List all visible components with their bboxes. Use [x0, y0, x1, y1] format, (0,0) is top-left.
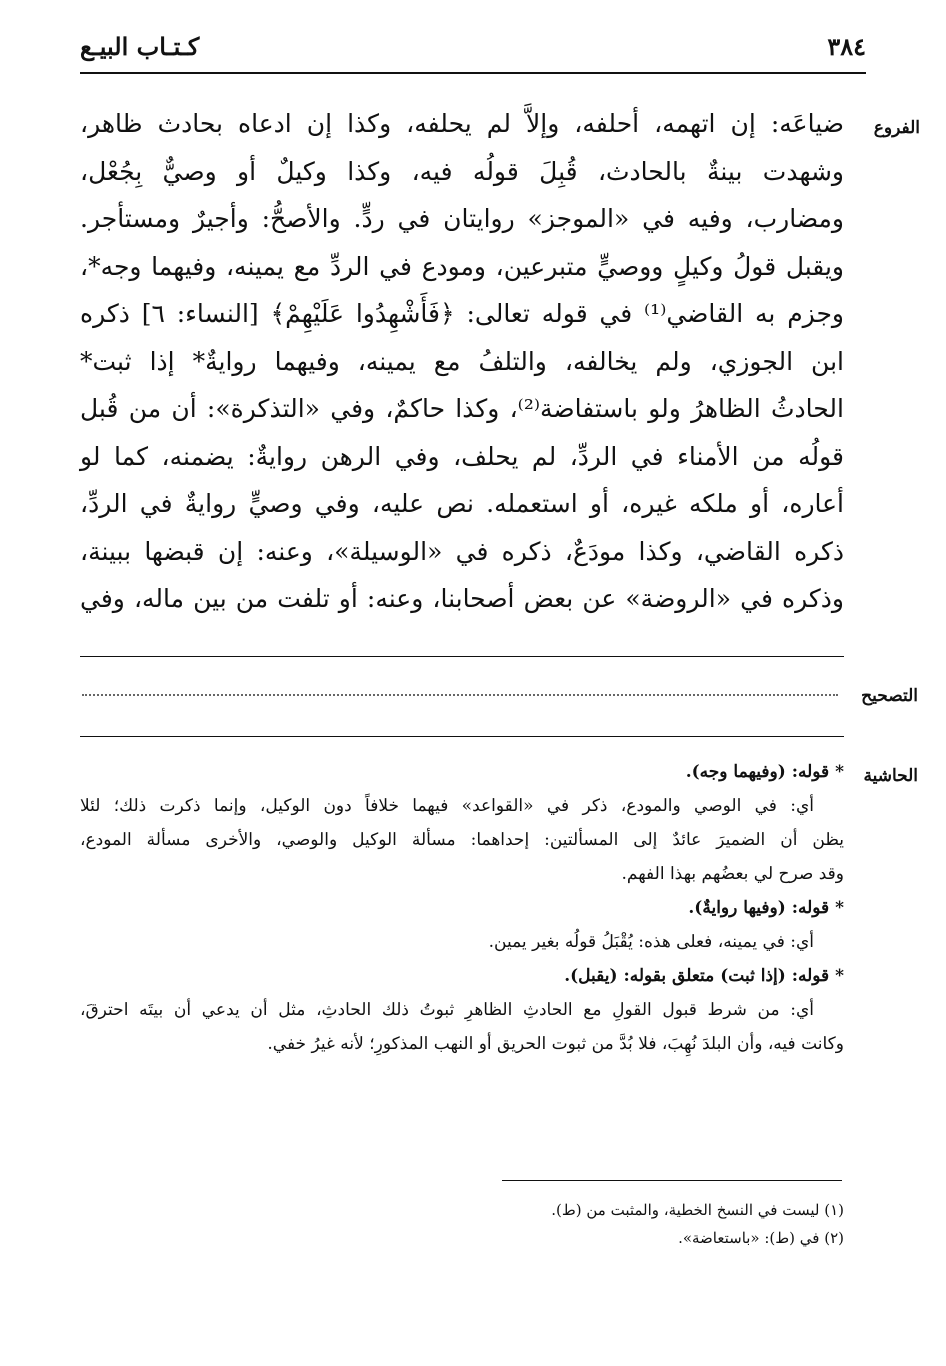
hashiya-heading: * قوله: (إذا ثبت) متعلق بقوله: (يقبل).: [564, 966, 844, 986]
hashiya-section: [80, 755, 844, 1061]
footnote-rule: [502, 1180, 842, 1181]
main-text-rule: [80, 656, 844, 657]
main-text-line: وذكره في «الروضة» عن بعض أصحابنا، وعنه: أو تلفت من بين ماله، وفي: [80, 584, 844, 613]
hashiya-line: يظن أن الضميرَ عائدٌ إلى المسألتين: إحداهما: مسألة الوكيل والوصي، والأخرى مسألة المودع،: [80, 830, 844, 850]
footnote: (٢) في (ط): «باستعاضة».: [678, 1229, 844, 1247]
main-text-line: قولُه من الأمناء في الردِّ، لم يحلف، وفي الرهن روايةٌ: يضمنه، كما لو: [80, 441, 844, 471]
label-furu: الفروع: [873, 118, 920, 138]
main-text-line: وجزم به القاضي⁽¹⁾ في قوله تعالى: ﴿فَأَشْهِدُوا عَلَيْهِمْ﴾ [النساء: ٦] ذكره: [80, 299, 844, 328]
main-text-line: أعاره، أو ملكه غيره، أو استعمله. نص عليه، وفي وصيٍّ روايةٌ في الردِّ،: [80, 489, 844, 518]
main-text: [80, 100, 844, 623]
footnote: (١) ليست في النسخ الخطية، والمثبت من (ط).: [551, 1201, 844, 1219]
hashiya-line: أي: في الوصي والمودع، ذكر في «القواعد» فيهما خلافاً دون الوكيل، وإنما ذكرت ذلك؛ لئلا: [80, 796, 814, 816]
footnotes: [80, 1196, 844, 1252]
label-hashiya: الحاشية: [863, 766, 918, 786]
page-number: ٣٨٤: [827, 32, 866, 61]
main-text-line: ضياعَه: إن اتهمه، أحلفه، وإلاَّ لم يحلفه، وكذا إن ادعاه بحادث ظاهر،: [80, 109, 844, 138]
tashih-rule: [80, 736, 844, 737]
header-rule: [80, 72, 866, 74]
hashiya-line: أي: من شرط قبول القولِ مع الحادثِ الظاهرِ ثبوتُ ذلك الحادثِ، مثل أن يدعي أن بيتَه احترقَ،: [80, 1000, 814, 1020]
page-header: [80, 30, 866, 70]
main-text-line: ذكره القاضي، وكذا مودَعٌ، ذكره في «الوسيلة»، وعنه: إن قبضها ببينة،: [80, 536, 844, 566]
running-title: كـتـاب البيـع: [80, 32, 200, 61]
hashiya-heading: * قوله: (وفيهما وجه).: [685, 762, 844, 782]
main-text-line: ابن الجوزي، ولم يخالفه، والتلفُ مع يمينه، وفيهما روايةٌ* إذا ثبت*: [80, 346, 844, 376]
main-text-line: ومضارب، وفيه في «الموجز» روايتان في ردٍّ. والأصحُّ: وأجيرٌ ومستأجر.: [80, 204, 844, 233]
main-text-line: ويقبل قولُ وكيلٍ ووصيٍّ متبرعين، ومودع في الردِّ مع يمينه، وفيهما وجه*،: [80, 251, 844, 281]
hashiya-line: أي: في يمينه، فعلى هذه: يُقْبَلُ قولُه بغير يمين.: [488, 932, 814, 952]
main-text-line: الحادثُ الظاهرُ ولو باستفاضة⁽²⁾، وكذا حاكمٌ، وفي «التذكرة»: أن من قُبل: [80, 394, 844, 423]
tashih-dotted-line: [82, 694, 838, 696]
hashiya-line: وقد صرح لي بعضُهم بهذا الفهم.: [621, 864, 844, 884]
main-text-line: وشهدت بينةٌ بالحادث، قُبِلَ قولُه فيه، وكذا وكيلٌ أو وصيٌّ بِجُعْل،: [80, 156, 844, 186]
hashiya-heading: * قوله: (وفيها روايةٌ).: [688, 898, 844, 918]
label-tashih: التصحيح: [861, 686, 918, 706]
hashiya-line: وكانت فيه، وأن البلدَ نُهِبَ، فلا بُدَّ من ثبوت الحريق أو النهب المذكورِ؛ لأنه غيرُ خفي.: [267, 1034, 844, 1054]
